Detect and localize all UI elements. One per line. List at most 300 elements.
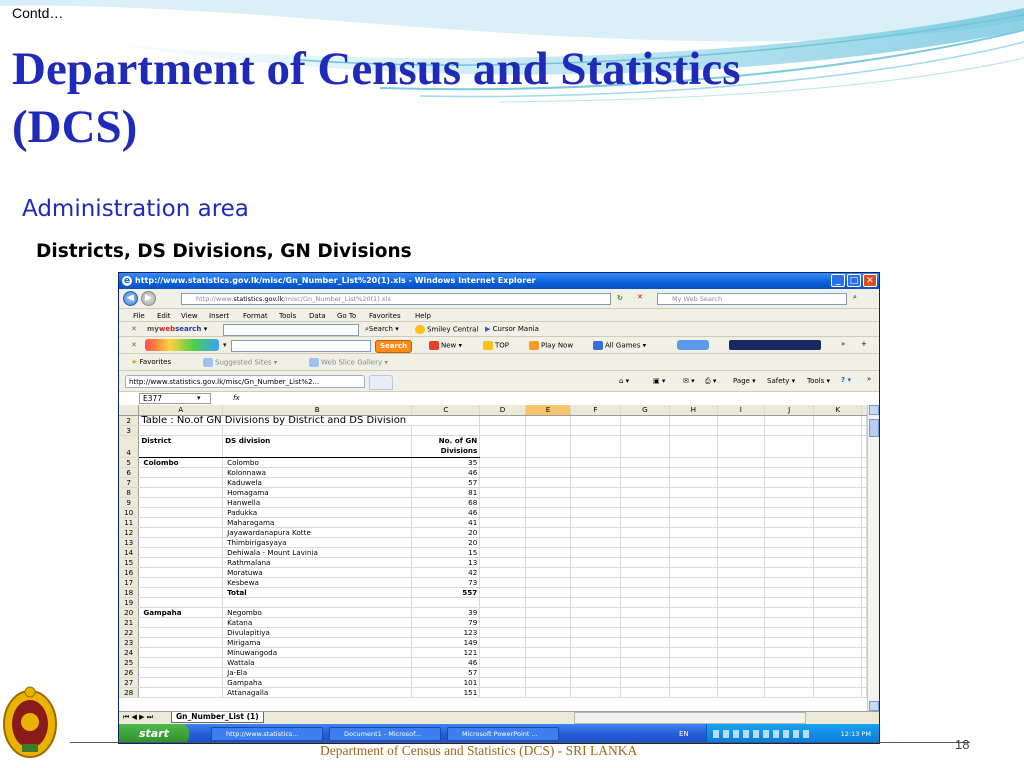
maximize-button[interactable]: □ <box>847 274 861 287</box>
cell[interactable] <box>480 497 526 507</box>
toolbar-search-button[interactable]: ⌕Search ▾ <box>365 325 399 333</box>
menu-goto[interactable]: Go To <box>337 312 357 320</box>
cell[interactable] <box>480 587 526 597</box>
gn-count-cell[interactable]: 101 <box>412 677 480 687</box>
district-cell[interactable] <box>139 527 223 537</box>
cell[interactable] <box>620 425 669 435</box>
cell[interactable] <box>862 667 867 677</box>
print-icon[interactable]: ⎙ ▾ <box>705 377 717 385</box>
cell[interactable] <box>670 477 717 487</box>
column-header[interactable]: C <box>412 405 480 415</box>
cell[interactable] <box>814 425 862 435</box>
cell[interactable] <box>862 537 867 547</box>
cell[interactable] <box>765 487 814 497</box>
gn-count-cell[interactable]: 557 <box>412 587 480 597</box>
cell[interactable] <box>480 507 526 517</box>
cell[interactable] <box>814 567 862 577</box>
back-button[interactable]: ◀ <box>123 291 138 306</box>
cell[interactable] <box>670 527 717 537</box>
cell[interactable] <box>814 547 862 557</box>
column-header[interactable]: J <box>765 405 814 415</box>
menu-tools[interactable]: Tools <box>279 312 297 320</box>
gn-count-cell[interactable]: 73 <box>412 577 480 587</box>
cell[interactable] <box>571 467 620 477</box>
web-search-input[interactable]: My Web Search <box>657 293 847 305</box>
cell[interactable] <box>525 435 570 457</box>
row-header[interactable]: 2 <box>119 415 139 425</box>
cell[interactable] <box>862 457 867 467</box>
language-indicator[interactable]: EN <box>679 730 689 738</box>
cell[interactable] <box>717 415 764 425</box>
menu-data[interactable]: Data <box>309 312 326 320</box>
ds-division-cell[interactable]: Homagama <box>223 487 412 497</box>
cell[interactable] <box>814 607 862 617</box>
cell[interactable] <box>620 677 669 687</box>
gn-count-cell[interactable]: 46 <box>412 467 480 477</box>
cell[interactable] <box>765 637 814 647</box>
cell[interactable] <box>814 617 862 627</box>
row-header[interactable]: 21 <box>119 617 139 627</box>
cell[interactable] <box>571 677 620 687</box>
cell[interactable] <box>620 617 669 627</box>
cell[interactable] <box>717 587 764 597</box>
cell[interactable] <box>525 667 570 677</box>
cell[interactable] <box>620 637 669 647</box>
row-header[interactable]: 8 <box>119 487 139 497</box>
cell[interactable] <box>765 477 814 487</box>
district-cell[interactable] <box>139 477 223 487</box>
cell[interactable] <box>525 587 570 597</box>
gn-count-cell[interactable]: 68 <box>412 497 480 507</box>
menu-edit[interactable]: Edit <box>157 312 171 320</box>
cell[interactable] <box>717 597 764 607</box>
cell[interactable] <box>670 687 717 697</box>
gn-count-cell[interactable]: 39 <box>412 607 480 617</box>
cell[interactable] <box>814 597 862 607</box>
cell[interactable] <box>480 415 526 425</box>
cell[interactable] <box>717 557 764 567</box>
ds-division-cell[interactable]: Kaduwela <box>223 477 412 487</box>
row-header[interactable]: 5 <box>119 457 139 467</box>
cell[interactable] <box>620 527 669 537</box>
cell[interactable] <box>862 435 867 457</box>
cell[interactable] <box>525 617 570 627</box>
cell[interactable] <box>620 667 669 677</box>
cell[interactable] <box>862 647 867 657</box>
cell[interactable] <box>717 577 764 587</box>
cell[interactable] <box>480 607 526 617</box>
row-header[interactable]: 15 <box>119 557 139 567</box>
district-cell[interactable] <box>139 497 223 507</box>
web-slice-gallery-link[interactable]: Web Slice Gallery ▾ <box>309 358 388 367</box>
cell[interactable] <box>862 517 867 527</box>
cell[interactable] <box>670 457 717 467</box>
cell[interactable] <box>571 537 620 547</box>
row-header[interactable]: 10 <box>119 507 139 517</box>
cell[interactable] <box>765 467 814 477</box>
row-header[interactable]: 16 <box>119 567 139 577</box>
row-header[interactable]: 7 <box>119 477 139 487</box>
cell[interactable] <box>571 667 620 677</box>
cell[interactable] <box>814 467 862 477</box>
ds-division-cell[interactable]: Total <box>223 587 412 597</box>
gn-count-cell[interactable]: 15 <box>412 547 480 557</box>
cell[interactable] <box>525 517 570 527</box>
search-go-icon[interactable]: ⌕ <box>853 293 857 301</box>
row-header[interactable]: 4 <box>119 435 139 457</box>
cell[interactable] <box>525 497 570 507</box>
name-box[interactable]: E377 <box>139 393 211 404</box>
smiley-central-button[interactable]: Smiley Central <box>415 325 478 334</box>
cell[interactable] <box>670 435 717 457</box>
cell[interactable] <box>480 577 526 587</box>
cell[interactable] <box>670 537 717 547</box>
cell[interactable] <box>480 657 526 667</box>
cell[interactable] <box>571 425 620 435</box>
cell[interactable] <box>525 567 570 577</box>
cell[interactable] <box>670 587 717 597</box>
menu-format[interactable]: Format <box>243 312 268 320</box>
cell[interactable] <box>480 597 526 607</box>
cell[interactable] <box>620 537 669 547</box>
cell[interactable] <box>670 487 717 497</box>
cell[interactable] <box>717 677 764 687</box>
row-header[interactable]: 18 <box>119 587 139 597</box>
menu-file[interactable]: File <box>133 312 145 320</box>
row-header[interactable]: 24 <box>119 647 139 657</box>
cell[interactable] <box>525 657 570 667</box>
cell[interactable] <box>862 607 867 617</box>
gn-count-cell[interactable]: 149 <box>412 637 480 647</box>
cell[interactable] <box>765 537 814 547</box>
cell[interactable] <box>670 607 717 617</box>
cell[interactable] <box>525 647 570 657</box>
cell[interactable] <box>525 637 570 647</box>
cell[interactable] <box>670 617 717 627</box>
cell[interactable] <box>480 517 526 527</box>
row-header[interactable]: 17 <box>119 577 139 587</box>
cell[interactable] <box>717 687 764 697</box>
cell[interactable] <box>480 457 526 467</box>
cell[interactable] <box>525 577 570 587</box>
cell[interactable] <box>814 527 862 537</box>
cell[interactable] <box>814 497 862 507</box>
cell[interactable] <box>223 425 412 435</box>
cell[interactable] <box>814 637 862 647</box>
chevron-more-icon[interactable]: » <box>841 340 846 348</box>
cell[interactable] <box>670 657 717 667</box>
cell[interactable] <box>765 677 814 687</box>
column-header[interactable]: F <box>571 405 620 415</box>
play-now-button[interactable]: Play Now <box>529 341 573 350</box>
cell[interactable] <box>571 687 620 697</box>
cell[interactable] <box>480 647 526 657</box>
row-header[interactable]: 23 <box>119 637 139 647</box>
district-cell[interactable]: Gampaha <box>139 607 223 617</box>
cell[interactable] <box>814 667 862 677</box>
cell[interactable] <box>525 507 570 517</box>
cell[interactable] <box>765 617 814 627</box>
cell[interactable] <box>765 557 814 567</box>
gn-count-cell[interactable]: 20 <box>412 537 480 547</box>
district-cell[interactable] <box>139 577 223 587</box>
row-header[interactable]: 27 <box>119 677 139 687</box>
cell[interactable] <box>571 547 620 557</box>
cell[interactable] <box>814 507 862 517</box>
cell[interactable] <box>480 617 526 627</box>
radio-icon[interactable] <box>677 340 709 350</box>
menu-favorites[interactable]: Favorites <box>369 312 401 320</box>
gn-count-cell[interactable]: 46 <box>412 657 480 667</box>
cell[interactable] <box>765 497 814 507</box>
cell[interactable] <box>571 557 620 567</box>
gn-count-cell[interactable]: 123 <box>412 627 480 637</box>
vertical-scrollbar[interactable] <box>867 405 880 711</box>
cell[interactable] <box>620 627 669 637</box>
cell[interactable] <box>480 527 526 537</box>
scroll-thumb[interactable] <box>869 419 879 437</box>
district-cell[interactable] <box>139 487 223 497</box>
cell[interactable] <box>480 477 526 487</box>
gn-count-cell[interactable]: 57 <box>412 477 480 487</box>
cell[interactable] <box>765 517 814 527</box>
select-all-corner[interactable] <box>119 405 139 415</box>
district-cell[interactable] <box>139 647 223 657</box>
gn-count-cell[interactable]: 121 <box>412 647 480 657</box>
cell[interactable] <box>765 527 814 537</box>
row-header[interactable]: 13 <box>119 537 139 547</box>
cell[interactable] <box>412 425 480 435</box>
district-cell[interactable] <box>139 617 223 627</box>
column-header[interactable]: H <box>670 405 717 415</box>
row-header[interactable]: 14 <box>119 547 139 557</box>
cell[interactable] <box>620 457 669 467</box>
cell[interactable] <box>717 517 764 527</box>
cell[interactable] <box>571 477 620 487</box>
cell[interactable] <box>862 557 867 567</box>
start-button[interactable]: start <box>119 724 189 744</box>
row-header[interactable]: 3 <box>119 425 139 435</box>
cell[interactable] <box>814 415 862 425</box>
cell[interactable] <box>717 477 764 487</box>
row-header[interactable]: 19 <box>119 597 139 607</box>
cell[interactable] <box>525 467 570 477</box>
add-toolbar-icon[interactable]: + <box>861 340 867 348</box>
toolbar-close-icon[interactable]: ✕ <box>131 325 137 333</box>
cell[interactable] <box>862 467 867 477</box>
cell[interactable] <box>765 607 814 617</box>
cell[interactable] <box>862 477 867 487</box>
sheet-tab-gn-number-list[interactable]: Gn_Number_List (1) <box>171 712 264 723</box>
district-cell[interactable] <box>139 677 223 687</box>
cell[interactable] <box>525 425 570 435</box>
task-powerpoint[interactable]: Microsoft PowerPoint ... <box>447 727 559 741</box>
cell[interactable] <box>525 687 570 697</box>
district-cell[interactable] <box>139 537 223 547</box>
cell[interactable] <box>480 467 526 477</box>
cell[interactable] <box>571 415 620 425</box>
cell[interactable] <box>765 587 814 597</box>
cell[interactable] <box>571 517 620 527</box>
ds-division-cell[interactable]: Thimbirigasyaya <box>223 537 412 547</box>
cell[interactable] <box>814 647 862 657</box>
cell[interactable] <box>139 425 223 435</box>
gn-count-cell[interactable]: 35 <box>412 457 480 467</box>
header-no-of-gn-divisions[interactable] <box>412 435 480 457</box>
cell[interactable] <box>717 607 764 617</box>
row-header[interactable]: 26 <box>119 667 139 677</box>
ds-division-cell[interactable]: Attanagalla <box>223 687 412 697</box>
cell[interactable] <box>571 507 620 517</box>
cell[interactable] <box>571 607 620 617</box>
district-cell[interactable] <box>139 687 223 697</box>
ds-division-cell[interactable]: Padukka <box>223 507 412 517</box>
gn-count-cell[interactable]: 41 <box>412 517 480 527</box>
gn-count-cell[interactable]: 81 <box>412 487 480 497</box>
sheet-nav-arrows[interactable]: ⏮ ◀ ▶ ⏭ <box>123 713 154 721</box>
cell[interactable] <box>765 597 814 607</box>
top-button[interactable]: TOP <box>483 341 509 350</box>
column-header[interactable]: I <box>717 405 764 415</box>
page-menu[interactable]: Page ▾ <box>733 377 756 385</box>
cell[interactable] <box>480 567 526 577</box>
cell[interactable] <box>525 537 570 547</box>
cell[interactable] <box>717 527 764 537</box>
cell[interactable] <box>862 617 867 627</box>
cell[interactable] <box>717 457 764 467</box>
cell[interactable] <box>571 435 620 457</box>
cell[interactable] <box>480 425 526 435</box>
cell[interactable] <box>571 487 620 497</box>
cell[interactable] <box>480 487 526 497</box>
new-button[interactable]: New ▾ <box>429 341 462 350</box>
cell[interactable] <box>525 487 570 497</box>
cell[interactable] <box>814 557 862 567</box>
gn-count-cell[interactable]: 57 <box>412 667 480 677</box>
cell[interactable] <box>765 667 814 677</box>
cell[interactable] <box>765 507 814 517</box>
district-cell[interactable] <box>139 517 223 527</box>
ds-division-cell[interactable]: Wattala <box>223 657 412 667</box>
menu-help[interactable]: Help <box>415 312 431 320</box>
cell[interactable] <box>717 657 764 667</box>
cell[interactable] <box>620 517 669 527</box>
cell[interactable] <box>862 497 867 507</box>
cell[interactable] <box>862 577 867 587</box>
cell[interactable] <box>717 497 764 507</box>
address-input[interactable] <box>181 293 611 305</box>
district-cell[interactable] <box>139 657 223 667</box>
cell[interactable] <box>862 627 867 637</box>
cell[interactable] <box>814 537 862 547</box>
refresh-icon[interactable]: ↻ <box>617 294 623 302</box>
browser-tab-active[interactable]: http://www.statistics.gov.lk/misc/Gn_Number_List%2... <box>125 375 365 388</box>
cell[interactable] <box>717 487 764 497</box>
cell[interactable] <box>814 677 862 687</box>
cell[interactable] <box>717 617 764 627</box>
cell[interactable] <box>862 657 867 667</box>
task-word[interactable]: Document1 - Microsof... <box>329 727 441 741</box>
ds-division-cell[interactable]: Dehiwala - Mount Lavinia <box>223 547 412 557</box>
ds-division-cell[interactable]: Maharagama <box>223 517 412 527</box>
feeds-icon[interactable]: ▣ ▾ <box>653 377 666 385</box>
cell[interactable] <box>620 557 669 567</box>
cell[interactable] <box>571 627 620 637</box>
cell[interactable] <box>717 547 764 557</box>
cell[interactable] <box>571 457 620 467</box>
cell[interactable] <box>765 647 814 657</box>
cell[interactable] <box>620 647 669 657</box>
cell[interactable] <box>765 457 814 467</box>
safety-menu[interactable]: Safety ▾ <box>767 377 796 385</box>
row-header[interactable]: 11 <box>119 517 139 527</box>
cell[interactable] <box>670 597 717 607</box>
ds-division-cell[interactable] <box>223 597 412 607</box>
cell[interactable] <box>670 415 717 425</box>
district-cell[interactable] <box>139 557 223 567</box>
cell[interactable] <box>525 477 570 487</box>
tools-menu[interactable]: Tools ▾ <box>807 377 830 385</box>
suggested-sites-link[interactable]: Suggested Sites ▾ <box>203 358 277 367</box>
ds-division-cell[interactable]: Hanwella <box>223 497 412 507</box>
cell[interactable] <box>765 687 814 697</box>
cell[interactable] <box>571 647 620 657</box>
cell[interactable] <box>571 577 620 587</box>
row-header[interactable]: 12 <box>119 527 139 537</box>
cell[interactable] <box>814 487 862 497</box>
cell[interactable] <box>620 477 669 487</box>
cell[interactable] <box>620 687 669 697</box>
cell[interactable] <box>814 435 862 457</box>
cell[interactable] <box>862 637 867 647</box>
cell[interactable] <box>717 425 764 435</box>
district-cell[interactable]: Colombo <box>139 457 223 467</box>
cell[interactable] <box>571 637 620 647</box>
cell[interactable] <box>670 507 717 517</box>
gn-count-cell[interactable]: 151 <box>412 687 480 697</box>
cell[interactable] <box>525 457 570 467</box>
cell[interactable] <box>571 567 620 577</box>
cell[interactable] <box>670 547 717 557</box>
gn-count-cell[interactable]: 79 <box>412 617 480 627</box>
mywebsearch-input[interactable] <box>223 324 359 336</box>
gn-count-cell[interactable]: 13 <box>412 557 480 567</box>
cell[interactable] <box>717 507 764 517</box>
cell[interactable] <box>717 627 764 637</box>
cell[interactable] <box>862 547 867 557</box>
name-box-dropdown-icon[interactable]: ▾ <box>197 394 201 402</box>
cell[interactable] <box>862 597 867 607</box>
cell[interactable] <box>620 487 669 497</box>
cell[interactable] <box>620 577 669 587</box>
header-district[interactable]: District <box>139 435 223 457</box>
cell[interactable] <box>670 497 717 507</box>
cell[interactable] <box>620 607 669 617</box>
cell[interactable] <box>480 637 526 647</box>
district-cell[interactable] <box>139 627 223 637</box>
gn-count-cell[interactable]: 42 <box>412 567 480 577</box>
cell[interactable] <box>765 657 814 667</box>
mywebsearch-brand[interactable]: mywebsearch ▾ <box>147 325 208 333</box>
cell[interactable] <box>480 435 526 457</box>
cell[interactable] <box>620 435 669 457</box>
cell[interactable] <box>620 467 669 477</box>
cell[interactable] <box>620 547 669 557</box>
games-search-button[interactable]: Search <box>375 340 412 353</box>
cursor-mania-button[interactable]: ▶ Cursor Mania <box>485 325 539 333</box>
cell[interactable] <box>862 567 867 577</box>
district-cell[interactable] <box>139 667 223 677</box>
